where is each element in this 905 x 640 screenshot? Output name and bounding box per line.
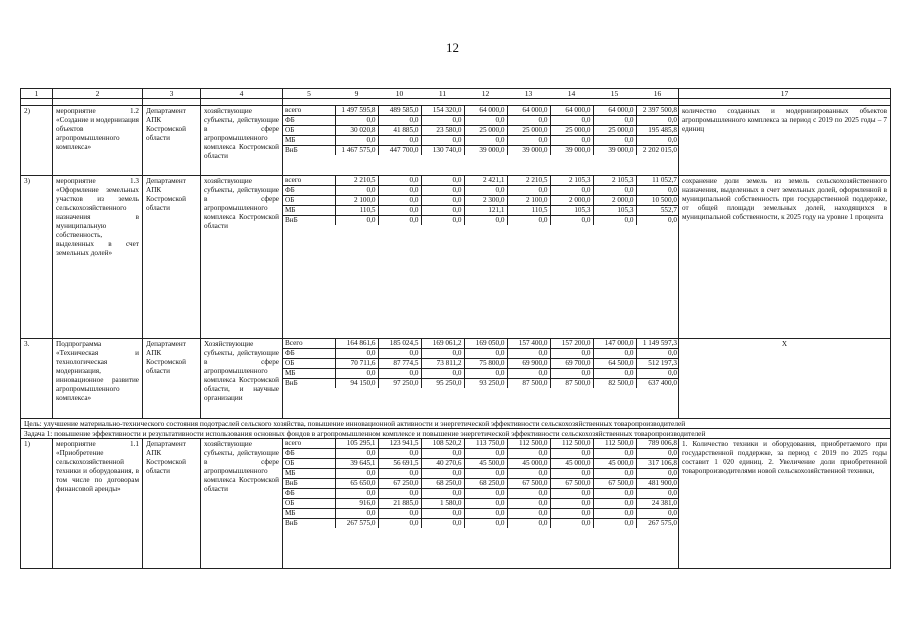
- funding-source: ОБ: [283, 499, 335, 509]
- participants: хозяйствующие субъекты, действующие в сфере агропромышленного комплекса Костромской области: [201, 176, 283, 339]
- funding-value: 68 250,0: [464, 479, 507, 489]
- funding-value: 1 149 597,3: [636, 339, 679, 349]
- funding-value: 65 650,0: [335, 479, 378, 489]
- header-cell: 10: [395, 89, 404, 98]
- funding-value: 481 900,0: [636, 479, 679, 489]
- participants: хозяйствующие субъекты, действующие в сфере агропромышленного комплекса Костромской области: [201, 439, 283, 569]
- funding-value: 108 520,2: [421, 439, 464, 449]
- funding-value: 0,0: [636, 469, 679, 479]
- funding-source: МБ: [283, 206, 335, 216]
- funding-value: 0,0: [636, 489, 679, 499]
- funding-line: [283, 489, 679, 499]
- funding-value: 0,0: [550, 519, 593, 529]
- header-cell: 14: [567, 89, 576, 98]
- funding-line: [283, 369, 679, 379]
- funding-value: 267 575,0: [335, 519, 378, 529]
- header-cell: 9: [354, 89, 359, 98]
- funding-source: ВнБ: [285, 216, 298, 224]
- funding-value: 0,0: [593, 469, 636, 479]
- header-cell: 15: [610, 89, 619, 98]
- funding-value: 0,0: [464, 116, 507, 126]
- funding-value: 0,0: [335, 369, 378, 379]
- row-number: 1): [21, 439, 53, 569]
- funding-source: МБ: [283, 369, 335, 379]
- funding-table: [283, 106, 679, 155]
- funding-value: 0,0: [593, 349, 636, 359]
- funding-value: 1 467 575,0: [335, 146, 378, 156]
- funding-value: 0,0: [507, 369, 550, 379]
- funding-cell: [283, 176, 679, 339]
- funding-value: 0,0: [421, 509, 464, 519]
- funding-value: 110,5: [507, 206, 550, 216]
- funding-value: 121,1: [464, 206, 507, 216]
- funding-value: 105 295,1: [335, 439, 378, 449]
- funding-line: [283, 339, 679, 349]
- funding-value: 169 050,0: [464, 339, 507, 349]
- funding-source: МБ: [283, 136, 335, 146]
- funding-value: 0,0: [550, 186, 593, 196]
- funding-value: 185 024,5: [378, 339, 421, 349]
- funding-value: 64 000,0: [550, 106, 593, 116]
- funding-value: 2 000,0: [593, 196, 636, 206]
- program-row: [21, 176, 891, 339]
- funding-value: 93 250,0: [464, 379, 507, 389]
- funding-value: 0,0: [464, 489, 507, 499]
- funding-value: 130 740,0: [421, 146, 464, 156]
- funding-value: 0,0: [593, 186, 636, 196]
- funding-value: 0,0: [507, 349, 550, 359]
- funding-source: ОБ: [283, 126, 335, 136]
- row-number: 3): [21, 176, 53, 339]
- funding-value: 0,0: [550, 216, 593, 226]
- funding-value: 87 500,0: [550, 379, 593, 389]
- funding-source: всего: [283, 176, 335, 186]
- funding-value: 0,0: [335, 449, 378, 459]
- header-cell: 5: [307, 89, 311, 98]
- funding-value: 39 645,1: [335, 459, 378, 469]
- funding-value: 45 500,0: [464, 459, 507, 469]
- funding-value: 0,0: [378, 186, 421, 196]
- funding-source: ВнБ: [285, 379, 298, 387]
- funding-value: 10 500,0: [636, 196, 679, 206]
- funding-value: 112 500,0: [507, 439, 550, 449]
- funding-value: 0,0: [421, 176, 464, 186]
- funding-value: 0,0: [593, 509, 636, 519]
- funding-value: 64 000,0: [464, 106, 507, 116]
- funding-value: 0,0: [421, 519, 464, 529]
- funding-value: 0,0: [421, 449, 464, 459]
- funding-value: 2 210,5: [507, 176, 550, 186]
- expected-result: Х: [679, 339, 891, 419]
- funding-source: всего: [283, 439, 335, 449]
- funding-value: 0,0: [593, 519, 636, 529]
- funding-value: 0,0: [636, 369, 679, 379]
- funding-source: ФБ: [283, 449, 335, 459]
- funding-value: 64 000,0: [507, 106, 550, 116]
- funding-value: 0,0: [421, 116, 464, 126]
- funding-value: 0,0: [636, 449, 679, 459]
- funding-line: [283, 116, 679, 126]
- funding-value: 0,0: [335, 469, 378, 479]
- funding-source: ВнБ: [285, 146, 298, 154]
- funding-value: 123 941,5: [378, 439, 421, 449]
- funding-line: [283, 469, 679, 479]
- funding-value: 512 197,3: [636, 359, 679, 369]
- funding-value: 0,0: [378, 116, 421, 126]
- funding-value: 0,0: [507, 186, 550, 196]
- funding-value: 0,0: [550, 509, 593, 519]
- funding-value: 916,0: [335, 499, 378, 509]
- funding-source: ВнБ: [285, 519, 298, 527]
- funding-value: 25 000,0: [464, 126, 507, 136]
- funding-value: 23 580,0: [421, 126, 464, 136]
- header-cell: 11: [438, 89, 447, 98]
- funding-table: [283, 339, 679, 388]
- funding-line: [283, 186, 679, 196]
- funding-value: 70 711,6: [335, 359, 378, 369]
- funding-value: 0,0: [593, 369, 636, 379]
- funding-value: 154 320,0: [421, 106, 464, 116]
- funding-source: ФБ: [283, 186, 335, 196]
- funding-value: 0,0: [507, 136, 550, 146]
- header-cell: 13: [524, 89, 533, 98]
- page-number: 12: [446, 40, 459, 55]
- funding-source: ОБ: [283, 459, 335, 469]
- funding-value: 0,0: [507, 519, 550, 529]
- funding-value: 2 421,1: [464, 176, 507, 186]
- funding-value: 0,0: [421, 136, 464, 146]
- funding-value: 0,0: [636, 509, 679, 519]
- funding-line: [283, 176, 679, 186]
- program-row: [21, 439, 891, 569]
- funding-value: 56 691,5: [378, 459, 421, 469]
- funding-value: 64 500,0: [593, 359, 636, 369]
- funding-value: 95 250,0: [421, 379, 464, 389]
- funding-value: 0,0: [507, 116, 550, 126]
- funding-value: 0,0: [421, 196, 464, 206]
- funding-value: 1 580,0: [421, 499, 464, 509]
- task-row: [21, 429, 891, 439]
- funding-value: 39 000,0: [507, 146, 550, 156]
- funding-value: 0,0: [464, 509, 507, 519]
- program-table: [20, 88, 891, 569]
- funding-value: 0,0: [378, 469, 421, 479]
- funding-value: 67 250,0: [378, 479, 421, 489]
- funding-value: 0,0: [464, 519, 507, 529]
- funding-value: 0,0: [464, 136, 507, 146]
- funding-value: 0,0: [421, 206, 464, 216]
- funding-line: [283, 479, 679, 489]
- funding-value: 0,0: [378, 136, 421, 146]
- funding-value: 0,0: [593, 449, 636, 459]
- funding-line: [283, 216, 679, 226]
- funding-value: 157 200,0: [550, 339, 593, 349]
- goal-row: [21, 419, 891, 429]
- header-group: [283, 89, 679, 99]
- executor: Департамент АПК Костромской области: [143, 106, 201, 176]
- measure-name: мероприятие 1.3 «Оформление земельных участков из земель сельскохозяйственного назначения в муниципальную собственность, выделенных в счет земельных долей»: [53, 176, 143, 339]
- funding-value: 0,0: [335, 489, 378, 499]
- funding-value: 113 750,0: [464, 439, 507, 449]
- funding-value: 0,0: [464, 499, 507, 509]
- funding-line: [283, 106, 679, 116]
- funding-value: 2 397 500,8: [636, 106, 679, 116]
- funding-value: 25 000,0: [507, 126, 550, 136]
- funding-cell: [283, 339, 679, 419]
- funding-value: 489 585,0: [378, 106, 421, 116]
- row-number: 2): [21, 106, 53, 176]
- funding-value: 0,0: [507, 509, 550, 519]
- funding-value: 0,0: [464, 186, 507, 196]
- funding-value: 87 774,5: [378, 359, 421, 369]
- funding-value: 0,0: [636, 136, 679, 146]
- executor: Департамент АПК Костромской области: [143, 339, 201, 419]
- funding-value: 637 400,0: [636, 379, 679, 389]
- header-cell: 1: [21, 89, 53, 99]
- funding-table: [283, 439, 679, 528]
- executor: Департамент АПК Костромской области: [143, 176, 201, 339]
- funding-value: 0,0: [593, 489, 636, 499]
- funding-value: 195 485,8: [636, 126, 679, 136]
- funding-value: 87 500,0: [507, 379, 550, 389]
- funding-value: 0,0: [335, 136, 378, 146]
- header-cell: 17: [679, 89, 891, 99]
- funding-value: 24 381,0: [636, 499, 679, 509]
- funding-value: 45 000,0: [593, 459, 636, 469]
- funding-value: 0,0: [593, 136, 636, 146]
- funding-table: [283, 176, 679, 225]
- funding-value: 0,0: [378, 216, 421, 226]
- funding-value: 0,0: [464, 469, 507, 479]
- program-row: [21, 106, 891, 176]
- expected-result: количество созданных и модернизированных объектов агропромышленного комплекса за период с 2019 по 2025 годы – 7 единиц: [679, 106, 891, 176]
- funding-value: 0,0: [378, 509, 421, 519]
- funding-value: 0,0: [593, 216, 636, 226]
- funding-source: ОБ: [283, 196, 335, 206]
- funding-value: 30 020,8: [335, 126, 378, 136]
- funding-value: 94 150,0: [335, 379, 378, 389]
- funding-value: 0,0: [550, 369, 593, 379]
- expected-result: сохранение доли земель из земель сельскохозяйственного назначения, выделенных в счет земельных долей, оформленной в муниципальной собственность при государственной поддержке, от общей площади земельных долей, находящихся в муниципальной собственности, к 2025 году на уровне 1 процента: [679, 176, 891, 339]
- funding-value: 67 500,0: [507, 479, 550, 489]
- funding-line: [283, 439, 679, 449]
- funding-line: [283, 459, 679, 469]
- funding-value: 97 250,0: [378, 379, 421, 389]
- funding-value: 112 500,0: [550, 439, 593, 449]
- funding-value: 39 000,0: [550, 146, 593, 156]
- funding-value: 39 000,0: [464, 146, 507, 156]
- row-number: 3.: [21, 339, 53, 419]
- funding-line: [283, 379, 679, 389]
- header-cell: 12: [481, 89, 490, 98]
- funding-value: 0,0: [550, 136, 593, 146]
- funding-value: 75 800,0: [464, 359, 507, 369]
- funding-value: 21 885,0: [378, 499, 421, 509]
- funding-value: 69 700,0: [550, 359, 593, 369]
- funding-value: 112 500,0: [593, 439, 636, 449]
- funding-value: 0,0: [636, 186, 679, 196]
- funding-value: 0,0: [550, 489, 593, 499]
- program-row: [21, 339, 891, 419]
- funding-value: 105,3: [593, 206, 636, 216]
- funding-value: 2 300,0: [464, 196, 507, 206]
- spacer-row: [21, 99, 891, 106]
- funding-value: 447 700,0: [378, 146, 421, 156]
- funding-value: 0,0: [550, 499, 593, 509]
- funding-value: 0,0: [378, 176, 421, 186]
- funding-value: 0,0: [335, 116, 378, 126]
- funding-value: 69 900,0: [507, 359, 550, 369]
- funding-value: 0,0: [507, 469, 550, 479]
- funding-value: 0,0: [507, 216, 550, 226]
- funding-value: 67 500,0: [550, 479, 593, 489]
- funding-cell: [283, 439, 679, 569]
- funding-value: 82 500,0: [593, 379, 636, 389]
- funding-source: МБ: [283, 469, 335, 479]
- funding-value: 552,7: [636, 206, 679, 216]
- funding-value: 41 885,0: [378, 126, 421, 136]
- funding-value: 67 500,0: [593, 479, 636, 489]
- funding-source: ФБ: [283, 489, 335, 499]
- funding-value: 45 000,0: [550, 459, 593, 469]
- funding-source: ОБ: [283, 359, 335, 369]
- funding-value: 64 000,0: [593, 106, 636, 116]
- participants: Хозяйствующие субъекты, действующие в сфере агропромышленного комплекса Костромской области, и научные организации: [201, 339, 283, 419]
- funding-value: 73 811,2: [421, 359, 464, 369]
- funding-value: 0,0: [636, 216, 679, 226]
- measure-name: мероприятие 1.2 «Создание и модернизация объектов агропромышленного комплекса»: [53, 106, 143, 176]
- funding-value: 0,0: [421, 489, 464, 499]
- funding-value: 45 000,0: [507, 459, 550, 469]
- funding-value: 2 210,5: [335, 176, 378, 186]
- funding-value: 105,3: [550, 206, 593, 216]
- funding-line: [283, 509, 679, 519]
- funding-source: Всего: [283, 339, 335, 349]
- funding-source: ВнБ: [283, 479, 335, 489]
- funding-value: 0,0: [593, 116, 636, 126]
- funding-line: [283, 196, 679, 206]
- funding-value: 0,0: [421, 369, 464, 379]
- funding-value: 39 000,0: [593, 146, 636, 156]
- task-text: Задача 1: повышение эффективности и результативности использования основных фондов в агропромышленном комплексе и повышение энергетической эффективности сельскохозяйственных товаропроизводителей: [21, 429, 891, 439]
- funding-value: 25 000,0: [593, 126, 636, 136]
- funding-value: 0,0: [464, 216, 507, 226]
- funding-value: 0,0: [636, 349, 679, 359]
- funding-value: 1 497 595,8: [335, 106, 378, 116]
- funding-value: 0,0: [464, 369, 507, 379]
- funding-value: 0,0: [378, 196, 421, 206]
- funding-value: 0,0: [550, 116, 593, 126]
- expected-result: 1. Количество техники и оборудования, приобретаемого при государственной поддержке, за период с 2019 по 2025 годы составит 1 020 единиц. 2. Увеличение доли приобретенной товаропроизводителями новой сельскохозяйственной техники,: [679, 439, 891, 569]
- funding-value: 164 861,6: [335, 339, 378, 349]
- funding-value: 267 575,0: [636, 519, 679, 529]
- header-cell: 16: [653, 89, 662, 98]
- participants: хозяйствующие субъекты, действующие в сфере агропромышленного комплекса Костромской области: [201, 106, 283, 176]
- funding-value: 0,0: [593, 499, 636, 509]
- funding-value: 0,0: [507, 449, 550, 459]
- funding-source: всего: [283, 106, 335, 116]
- funding-value: 0,0: [550, 469, 593, 479]
- funding-value: 0,0: [464, 449, 507, 459]
- funding-value: 11 052,7: [636, 176, 679, 186]
- funding-line: [283, 449, 679, 459]
- funding-value: 2 202 015,0: [636, 146, 679, 156]
- funding-value: 0,0: [378, 519, 421, 529]
- executor: Департамент АПК Костромской области: [143, 439, 201, 569]
- funding-value: 0,0: [335, 509, 378, 519]
- header-cell: 3: [143, 89, 201, 99]
- funding-value: 0,0: [507, 489, 550, 499]
- funding-value: 147 000,0: [593, 339, 636, 349]
- funding-value: 2 100,0: [335, 196, 378, 206]
- funding-value: 0,0: [421, 349, 464, 359]
- funding-value: 0,0: [378, 449, 421, 459]
- funding-line: [283, 206, 679, 216]
- funding-value: 2 100,0: [507, 196, 550, 206]
- funding-value: 169 061,2: [421, 339, 464, 349]
- funding-value: 0,0: [378, 369, 421, 379]
- funding-value: 0,0: [335, 349, 378, 359]
- funding-value: 2 105,3: [593, 176, 636, 186]
- funding-value: 110,5: [335, 206, 378, 216]
- funding-line: [283, 349, 679, 359]
- funding-line: [283, 499, 679, 509]
- funding-value: 25 000,0: [550, 126, 593, 136]
- funding-value: 0,0: [421, 216, 464, 226]
- funding-line: [283, 126, 679, 136]
- funding-value: 0,0: [507, 499, 550, 509]
- funding-value: 0,0: [378, 349, 421, 359]
- header-cell: 2: [53, 89, 143, 99]
- funding-line: [283, 146, 679, 156]
- funding-line: [283, 136, 679, 146]
- funding-value: 0,0: [550, 349, 593, 359]
- funding-value: 317 106,8: [636, 459, 679, 469]
- funding-value: 40 270,6: [421, 459, 464, 469]
- funding-line: [283, 359, 679, 369]
- funding-value: 0,0: [335, 216, 378, 226]
- goal-text: Цель: улучшение материально-технического состояния подотраслей сельского хозяйства, повышение инновационной активности и энергетической эффективности сельскохозяйственных товаропроизводителей: [21, 419, 891, 429]
- funding-value: 789 006,8: [636, 439, 679, 449]
- funding-source: ФБ: [283, 349, 335, 359]
- header-row: [21, 89, 891, 99]
- funding-value: 0,0: [464, 349, 507, 359]
- measure-name: мероприятие 1.1 «Приобретение сельскохозяйственной техники и оборудования, в том числе по договорам финансовой аренды»: [53, 439, 143, 569]
- funding-value: 2 105,3: [550, 176, 593, 186]
- funding-value: 0,0: [636, 116, 679, 126]
- funding-value: 2 000,0: [550, 196, 593, 206]
- funding-value: 0,0: [378, 489, 421, 499]
- funding-value: 0,0: [421, 469, 464, 479]
- funding-value: 0,0: [421, 186, 464, 196]
- funding-cell: [283, 106, 679, 176]
- funding-source: МБ: [283, 509, 335, 519]
- measure-name: Подпрограмма «Техническая и технологическая модернизация, инновационное развитие агропромышленного комплекса»: [53, 339, 143, 419]
- funding-source: ФБ: [283, 116, 335, 126]
- funding-value: 0,0: [335, 186, 378, 196]
- funding-line: [283, 519, 679, 529]
- funding-value: 157 400,0: [507, 339, 550, 349]
- funding-value: 0,0: [378, 206, 421, 216]
- header-cell: 4: [201, 89, 283, 99]
- funding-value: 68 250,0: [421, 479, 464, 489]
- funding-value: 0,0: [550, 449, 593, 459]
